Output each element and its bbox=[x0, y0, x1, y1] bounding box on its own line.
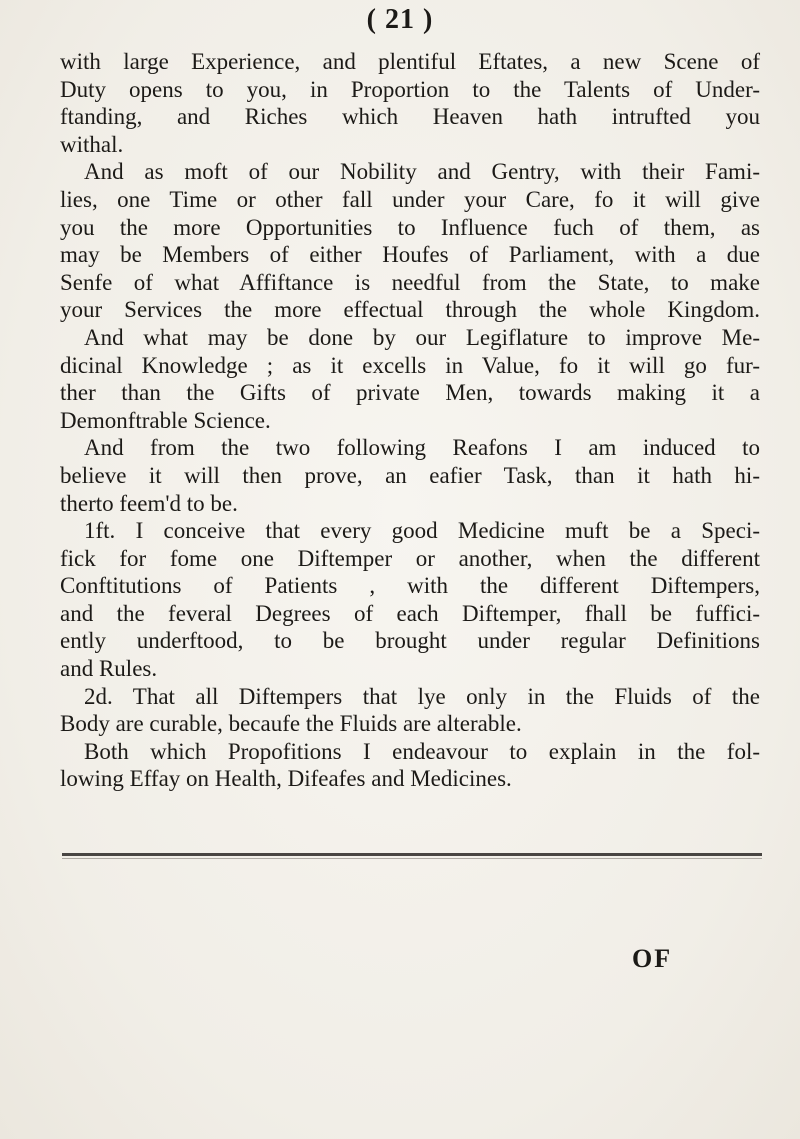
text-line: 1ft. I conceive that every good Medicine muft be a Speci- bbox=[84, 518, 760, 544]
body-text bbox=[60, 48, 760, 793]
text-line: lowing Effay on Health, Difeafes and Medicines. bbox=[60, 766, 512, 792]
text-line: lies, one Time or other fall under your Care, fo it will give bbox=[60, 186, 760, 212]
text-line: Senfe of what Affiftance is needful from the State, to make bbox=[60, 269, 760, 295]
text-line: dicinal Knowledge ; as it excells in Value, fo it will go fur- bbox=[60, 352, 760, 378]
section-rule bbox=[62, 853, 762, 856]
text-line: ftanding, and Riches which Heaven hath intrufted you bbox=[60, 104, 760, 130]
section-rule-thin bbox=[62, 858, 762, 859]
text-line: And from the two following Reafons I am induced to bbox=[84, 435, 760, 461]
text-line: and the feveral Degrees of each Diftemper, fhall be fuffici- bbox=[60, 600, 760, 626]
text-line: And as moft of our Nobility and Gentry, with their Fami- bbox=[84, 159, 760, 185]
text-line: Conftitutions of Patients , with the different Diftempers, bbox=[60, 573, 760, 599]
text-line: may be Members of either Houfes of Parliament, with a due bbox=[60, 242, 760, 268]
text-line: Duty opens to you, in Proportion to the Talents of Under- bbox=[60, 76, 760, 102]
text-line: believe it will then prove, an eafier Task, than it hath hi- bbox=[60, 462, 760, 488]
page-number: ( 21 ) bbox=[366, 4, 434, 35]
text-line: withal. bbox=[60, 131, 124, 157]
catchword: OF bbox=[632, 944, 673, 973]
text-line: 2d. That all Diftempers that lye only in the Fluids of the bbox=[84, 683, 760, 709]
text-line: and Rules. bbox=[60, 656, 158, 682]
text-line: ther than the Gifts of private Men, towards making it a bbox=[60, 380, 760, 406]
text-line: fick for fome one Diftemper or another, when the different bbox=[60, 545, 760, 571]
text-line: Body are curable, becaufe the Fluids are alterable. bbox=[60, 711, 522, 737]
text-line: with large Experience, and plentiful Eftates, a new Scene of bbox=[60, 49, 760, 74]
text-line: you the more Opportunities to Influence fuch of them, as bbox=[60, 214, 760, 240]
text-line: Both which Propofitions I endeavour to explain in the fol- bbox=[84, 738, 760, 764]
text-line: your Services the more effectual through the whole Kingdom. bbox=[60, 297, 760, 323]
text-line: therto feem'd to be. bbox=[60, 490, 238, 516]
text-line: And what may be done by our Legiflature to improve Me- bbox=[84, 324, 760, 350]
text-line: Demonftrable Science. bbox=[60, 407, 271, 433]
text-line: ently underftood, to be brought under regular Definitions bbox=[60, 628, 760, 654]
